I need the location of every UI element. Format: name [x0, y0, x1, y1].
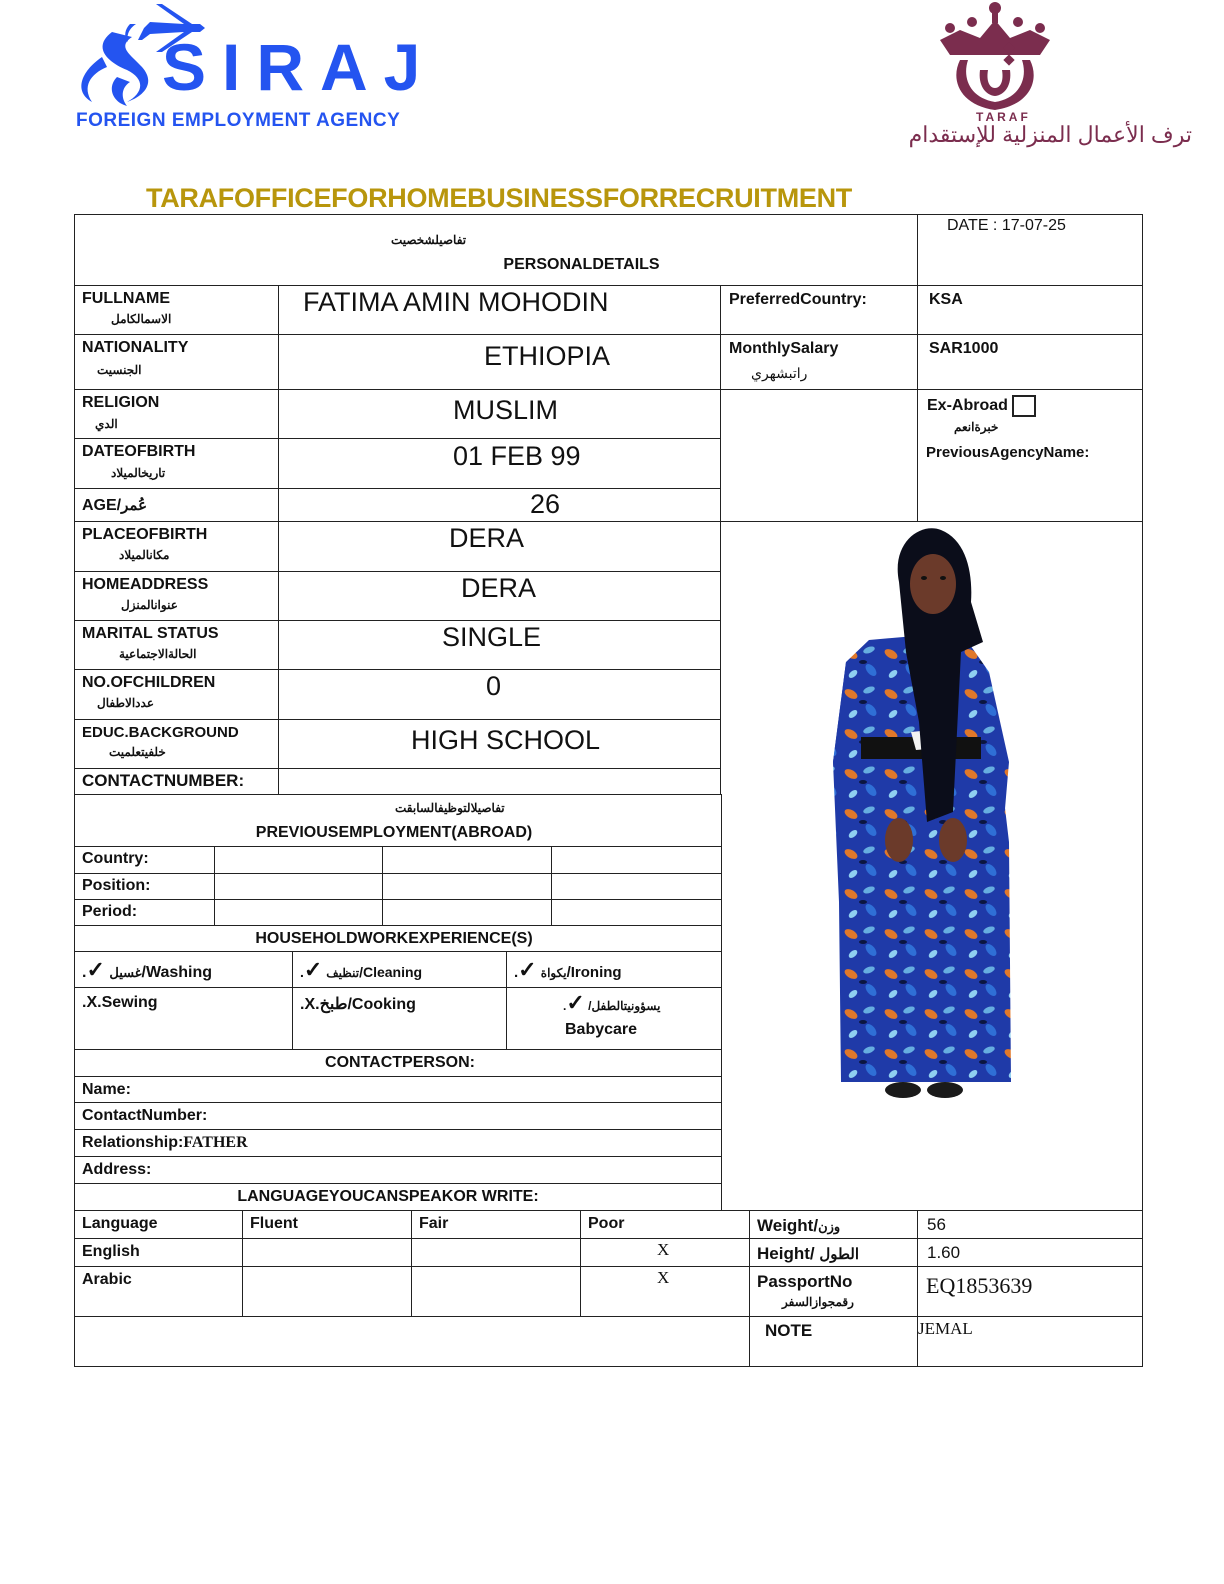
household-cooking-cell — [292, 987, 508, 1051]
fullname-value: FATIMA AMIN MOHODIN — [303, 287, 609, 317]
taraf-logo — [830, 0, 1200, 155]
contact-number-row[interactable] — [74, 1102, 722, 1131]
siraj-logo-tagline: FOREIGN EMPLOYMENT AGENCY — [76, 110, 401, 131]
fullname-value-cell — [278, 285, 722, 336]
ex-abroad-arabic: خبرةانعم — [954, 420, 999, 434]
weight-label-text: Weight/ — [757, 1216, 819, 1235]
cleaning-label: /Cleaning — [359, 964, 423, 980]
language-name-cell — [74, 1266, 244, 1318]
contact-name-row[interactable] — [74, 1076, 722, 1104]
personal-details-arabic: تفاصيلشخصيت — [391, 233, 467, 247]
ironing-label: /Ironing — [566, 964, 622, 981]
pob-label-cell — [74, 521, 280, 573]
dob-label-cell — [74, 438, 280, 490]
language-level-mark: X — [657, 1240, 670, 1259]
contact-person-title: CONTACTPERSON: — [325, 1054, 475, 1071]
pob-value-cell — [278, 521, 722, 573]
educ-label-cell — [74, 719, 280, 770]
date-label: DATE : 17-07-25 — [947, 217, 1066, 234]
language-name: English — [82, 1243, 140, 1260]
previous-employment-row-label-cell — [74, 873, 216, 901]
check-icon: ✓ — [86, 957, 105, 982]
contact-address-row[interactable] — [74, 1156, 722, 1185]
date-cell — [917, 214, 1143, 287]
contact-address-label: Address: — [82, 1161, 152, 1178]
babycare-prefix: . — [563, 999, 567, 1013]
marital-label: MARITAL STATUS — [82, 625, 219, 642]
preferred-country-label: PreferredCountry: — [729, 291, 867, 308]
relationship-label: Relationship: — [82, 1134, 184, 1151]
dob-value: 01 FEB 99 — [453, 441, 581, 471]
language-level-cell[interactable] — [580, 1238, 751, 1268]
language-header-language: Language — [82, 1215, 158, 1232]
height-arabic: الطول — [819, 1246, 860, 1263]
check-icon: ✓ — [566, 990, 585, 1015]
fullname-arabic: الاسمالكامل — [111, 312, 172, 326]
siraj-logo — [72, 2, 437, 137]
age-arabic: عُمر — [121, 497, 148, 514]
household-cleaning[interactable] — [300, 957, 422, 983]
educ-arabic: خلفيتعلميت — [109, 745, 166, 759]
ironing-prefix: . — [514, 964, 519, 981]
household-babycare[interactable]: Babycare — [565, 1021, 638, 1038]
previous-employment-row-label-cell — [74, 846, 216, 875]
previous-employment-row-label-cell — [74, 899, 216, 927]
household-babycare-top — [563, 990, 660, 1016]
language-level-mark: X — [657, 1268, 670, 1287]
age-label-cell — [74, 488, 280, 523]
household-sewing[interactable]: .X.Sewing — [82, 994, 158, 1011]
language-header-poor: Poor — [588, 1215, 625, 1232]
passport-arabic: رقمجوازالسفر — [782, 1295, 854, 1309]
language-level-cell[interactable] — [242, 1238, 413, 1268]
household-cooking[interactable]: .X.طبخ/Cooking — [300, 996, 416, 1013]
children-label: NO.OFCHILDREN — [82, 674, 216, 691]
educ-label: EDUC.BACKGROUND — [82, 724, 239, 741]
nationality-label-cell — [74, 334, 280, 391]
relationship-value: FATHER — [183, 1134, 248, 1151]
preferred-country-value: KSA — [929, 291, 963, 308]
languages-title: LANGUAGEYOUCANSPEAKOR WRITE: — [237, 1188, 539, 1205]
language-header-cell — [242, 1210, 413, 1240]
home-label-cell — [74, 571, 280, 622]
previous-employment-cell[interactable] — [551, 899, 722, 927]
preferred-country-value-cell — [917, 285, 1143, 336]
children-label-cell — [74, 669, 280, 721]
passport-label: PassportNo — [757, 1272, 853, 1291]
bottom-empty-cell — [74, 1316, 751, 1367]
previous-employment-cell[interactable] — [214, 899, 384, 927]
language-header-cell — [74, 1210, 244, 1240]
previous-employment-row-label: Period: — [82, 903, 138, 920]
previous-employment-header — [74, 794, 722, 848]
nationality-value: ETHIOPIA — [484, 341, 611, 371]
household-title: HOUSEHOLDWORKEXPERIENCE(S) — [255, 930, 533, 947]
page-title: TARAFOFFICEFORHOMEBUSINESSFORRECRUITMENT — [146, 183, 852, 213]
height-value: 1.60 — [927, 1243, 961, 1262]
contact-value-cell[interactable] — [278, 768, 722, 796]
previous-employment-cell[interactable] — [214, 846, 384, 875]
passport-value: EQ1853639 — [926, 1273, 1033, 1298]
marital-value-cell — [278, 620, 722, 671]
note-value: JEMAL — [918, 1319, 973, 1338]
previous-employment-row-label: Position: — [82, 877, 151, 894]
personal-details-header — [74, 214, 919, 287]
previous-agency-label: PreviousAgencyName: — [926, 444, 1090, 461]
check-icon: ✓ — [303, 957, 323, 982]
photo-cell — [720, 521, 1143, 1211]
weight-label — [757, 1216, 840, 1236]
household-babycare-cell — [506, 987, 722, 1051]
babycare-arabic: /يسؤونيتالطفل — [588, 999, 661, 1013]
previous-employment-arabic: تفاصيلالتوظيفالسابقت — [395, 801, 505, 815]
household-header — [74, 925, 722, 953]
applicant-photo — [721, 522, 1141, 1208]
passport-label-cell — [749, 1266, 919, 1318]
age-label — [82, 496, 147, 515]
previous-employment-cell[interactable] — [551, 846, 722, 875]
dob-arabic: تاريخالميلاد — [111, 466, 166, 480]
contact-number-label: ContactNumber: — [82, 1107, 208, 1124]
children-value-cell — [278, 669, 722, 721]
height-label-cell — [749, 1238, 919, 1268]
previous-employment-cell[interactable] — [214, 873, 384, 901]
language-level-cell[interactable] — [580, 1266, 751, 1318]
previous-employment-cell[interactable] — [551, 873, 722, 901]
home-arabic: عنوانالمنزل — [121, 598, 178, 612]
preferred-country-label-cell — [720, 285, 919, 336]
age-value-cell — [278, 488, 722, 523]
home-label: HOMEADDRESS — [82, 576, 209, 593]
salary-value: SAR1000 — [929, 340, 999, 357]
language-level-cell[interactable] — [411, 1238, 582, 1268]
household-ironing-cell — [506, 951, 722, 989]
ex-abroad-label — [927, 395, 1036, 417]
contact-name-label: Name: — [82, 1081, 131, 1098]
nationality-label: NATIONALITY — [82, 339, 189, 356]
language-name: Arabic — [82, 1271, 132, 1288]
cleaning-arabic: تنظيف — [326, 966, 360, 980]
note-value-cell — [917, 1316, 1143, 1367]
weight-value-cell — [917, 1210, 1143, 1240]
ironing-arabic: يكواة — [540, 966, 567, 980]
check-icon: ✓ — [518, 957, 537, 982]
fullname-label: FULLNAME — [82, 290, 170, 307]
language-level-cell[interactable] — [242, 1266, 413, 1318]
language-header-cell — [411, 1210, 582, 1240]
language-header-fluent: Fluent — [250, 1215, 298, 1232]
dob-label: DATEOFBIRTH — [82, 443, 196, 460]
contact-relationship-row[interactable] — [74, 1129, 722, 1158]
contact-label: CONTACTNUMBER: — [82, 771, 245, 790]
note-label: NOTE — [765, 1321, 813, 1340]
height-label — [757, 1244, 859, 1264]
children-arabic: عددالاطفال — [97, 696, 154, 710]
previous-employment-row-label: Country: — [82, 850, 149, 867]
weight-value: 56 — [927, 1215, 946, 1234]
marital-label-cell — [74, 620, 280, 671]
age-value: 26 — [530, 489, 561, 519]
language-header-cell — [580, 1210, 751, 1240]
religion-value-cell — [278, 389, 722, 440]
home-value-cell — [278, 571, 722, 622]
language-level-cell[interactable] — [411, 1266, 582, 1318]
height-value-cell — [917, 1238, 1143, 1268]
weight-label-cell — [749, 1210, 919, 1240]
age-label-text: AGE/ — [82, 497, 122, 514]
pob-label: PLACEOFBIRTH — [82, 526, 208, 543]
language-header-fair: Fair — [419, 1215, 449, 1232]
nationality-arabic: الجنسيت — [97, 363, 142, 377]
contact-label-cell — [74, 768, 280, 796]
previous-employment-cell[interactable] — [382, 899, 553, 927]
previous-employment-cell[interactable] — [382, 873, 553, 901]
taraf-logo-name: TARAF — [976, 110, 1031, 124]
religion-arabic: الدي — [95, 417, 118, 431]
height-label-text: Height/ — [757, 1244, 815, 1263]
ex-abroad-cell — [917, 389, 1143, 523]
passport-value-cell — [917, 1266, 1143, 1318]
educ-value: HIGH SCHOOL — [411, 725, 601, 755]
household-washing-cell — [74, 951, 294, 989]
pob-value: DERA — [449, 523, 525, 553]
marital-arabic: الحالةالاجتماعية — [119, 647, 197, 661]
religion-label-cell — [74, 389, 280, 440]
salary-label: MonthlySalary — [729, 340, 839, 357]
religion-label: RELIGION — [82, 394, 160, 411]
household-washing[interactable] — [82, 957, 212, 983]
children-value: 0 — [486, 671, 502, 701]
pob-arabic: مكانالميلاد — [119, 548, 170, 562]
salary-label-cell — [720, 334, 919, 391]
religion-value: MUSLIM — [453, 395, 559, 425]
educ-value-cell — [278, 719, 722, 770]
washing-prefix: . — [82, 964, 87, 981]
salary-value-cell — [917, 334, 1143, 391]
ex-abroad-text: Ex-Abroad — [927, 397, 1008, 415]
contact-person-header — [74, 1049, 722, 1078]
household-cleaning-cell — [292, 951, 508, 989]
washing-arabic: غسيل — [109, 965, 142, 980]
siraj-logo-name: SIRAJ — [162, 30, 437, 104]
ex-abroad-checkbox[interactable] — [1012, 395, 1036, 417]
cleaning-prefix: . — [300, 964, 304, 980]
dob-value-cell — [278, 438, 722, 490]
empty-right-cell — [720, 389, 919, 523]
household-ironing[interactable] — [514, 957, 622, 983]
language-name-cell — [74, 1238, 244, 1268]
nationality-value-cell — [278, 334, 722, 391]
washing-label: /Washing — [141, 964, 213, 981]
note-label-cell — [749, 1316, 919, 1367]
home-value: DERA — [461, 573, 537, 603]
contact-relationship — [82, 1134, 248, 1152]
previous-employment-cell[interactable] — [382, 846, 553, 875]
weight-arabic: وزن — [818, 1219, 841, 1234]
marital-value: SINGLE — [442, 622, 542, 652]
languages-header — [74, 1183, 722, 1211]
household-sewing-cell — [74, 987, 294, 1051]
taraf-logo-arabic: ترف الأعمال المنزلية للإستقدام — [908, 122, 1192, 147]
salary-arabic: راتبشهري — [751, 365, 808, 381]
personal-details-title: PERSONALDETAILS — [503, 256, 660, 273]
previous-employment-title: PREVIOUSEMPLOYMENT(ABROAD) — [255, 824, 533, 841]
fullname-label-cell — [74, 285, 280, 336]
